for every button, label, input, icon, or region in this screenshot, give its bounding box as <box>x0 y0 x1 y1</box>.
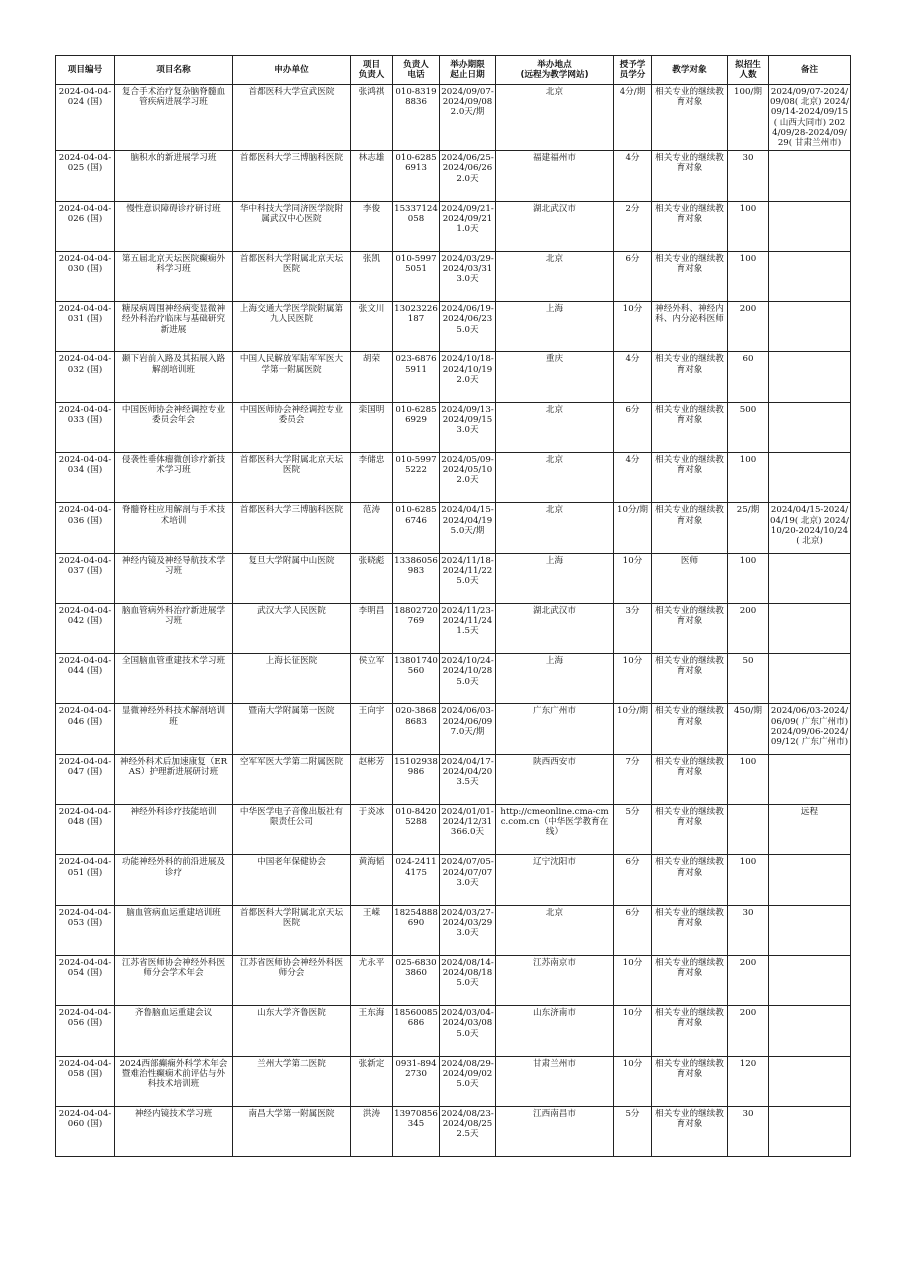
cell-id: 2024-04-04-024 (国) <box>56 85 115 151</box>
cell-name: 江苏省医师协会神经外科医师分会学术年会 <box>115 955 233 1005</box>
cell-note <box>769 905 851 955</box>
cell-dates: 2024/06/19-2024/06/23 5.0天 <box>440 302 496 352</box>
cell-phone: 13970856345 <box>393 1106 440 1156</box>
table-body <box>56 85 851 1157</box>
cell-dates: 2024/04/17-2024/04/20 3.5天 <box>440 754 496 804</box>
cell-credit: 10分/期 <box>614 503 652 553</box>
cell-place: 北京 <box>496 453 614 503</box>
cell-credit: 6分 <box>614 402 652 452</box>
cell-dates: 2024/07/05-2024/07/07 3.0天 <box>440 855 496 905</box>
cell-target: 相关专业的继续教育对象 <box>652 754 728 804</box>
cell-credit: 10分 <box>614 654 652 704</box>
table-row <box>56 1106 851 1156</box>
cell-note <box>769 251 851 301</box>
col-note-header: 备注 <box>769 56 851 85</box>
cell-leader: 张鸿祺 <box>351 85 393 151</box>
cell-note <box>769 302 851 352</box>
cell-credit: 10分/期 <box>614 704 652 754</box>
cell-phone: 18802720769 <box>393 603 440 653</box>
header-row <box>56 56 851 85</box>
cell-name: 神经内镜及神经导航技术学习班 <box>115 553 233 603</box>
cell-count: 100 <box>728 251 769 301</box>
table-row <box>56 1056 851 1106</box>
cell-note <box>769 151 851 201</box>
cell-leader: 尤永平 <box>351 955 393 1005</box>
cell-name: 慢性意识障碍诊疗研讨班 <box>115 201 233 251</box>
cell-target: 相关专业的继续教育对象 <box>652 704 728 754</box>
table-row <box>56 352 851 402</box>
cell-count: 30 <box>728 905 769 955</box>
cell-count: 200 <box>728 1006 769 1056</box>
cell-dates: 2024/03/27-2024/03/29 3.0天 <box>440 905 496 955</box>
col-leader-header: 项目 负责人 <box>351 56 393 85</box>
cell-note <box>769 654 851 704</box>
cell-org: 上海交通大学医学院附属第九人民医院 <box>233 302 351 352</box>
cell-name: 全国脑血管重建技术学习班 <box>115 654 233 704</box>
project-table <box>55 55 851 1157</box>
cell-credit: 7分 <box>614 754 652 804</box>
cell-id: 2024-04-04-046 (国) <box>56 704 115 754</box>
cell-phone: 0931-8942730 <box>393 1056 440 1106</box>
cell-note <box>769 1006 851 1056</box>
cell-count: 200 <box>728 955 769 1005</box>
cell-id: 2024-04-04-053 (国) <box>56 905 115 955</box>
cell-org: 南昌大学第一附属医院 <box>233 1106 351 1156</box>
table-row <box>56 905 851 955</box>
cell-id: 2024-04-04-042 (国) <box>56 603 115 653</box>
col-phone-header: 负责人 电话 <box>393 56 440 85</box>
cell-target: 相关专业的继续教育对象 <box>652 654 728 704</box>
cell-id: 2024-04-04-058 (国) <box>56 1056 115 1106</box>
cell-leader: 黄海韬 <box>351 855 393 905</box>
cell-id: 2024-04-04-037 (国) <box>56 553 115 603</box>
cell-org: 暨南大学附属第一医院 <box>233 704 351 754</box>
cell-note <box>769 1106 851 1156</box>
cell-credit: 4分 <box>614 453 652 503</box>
cell-name: 脑血管病血运重建培训班 <box>115 905 233 955</box>
cell-id: 2024-04-04-034 (国) <box>56 453 115 503</box>
cell-name: 复合手术治疗复杂脑脊髓血管疾病进展学习班 <box>115 85 233 151</box>
cell-phone: 15337124058 <box>393 201 440 251</box>
cell-id: 2024-04-04-025 (国) <box>56 151 115 201</box>
col-id-header: 项目编号 <box>56 56 115 85</box>
cell-place: 北京 <box>496 251 614 301</box>
cell-dates: 2024/11/23-2024/11/24 1.5天 <box>440 603 496 653</box>
cell-place: 湖北武汉市 <box>496 201 614 251</box>
cell-name: 第五届北京天坛医院癫痫外科学习班 <box>115 251 233 301</box>
cell-credit: 10分 <box>614 1056 652 1106</box>
cell-leader: 胡荣 <box>351 352 393 402</box>
cell-count: 120 <box>728 1056 769 1106</box>
table-row <box>56 453 851 503</box>
cell-phone: 15102938986 <box>393 754 440 804</box>
cell-leader: 王向宇 <box>351 704 393 754</box>
cell-place: 福建福州市 <box>496 151 614 201</box>
cell-note <box>769 955 851 1005</box>
table-row <box>56 151 851 201</box>
cell-place: 广东广州市 <box>496 704 614 754</box>
cell-target: 相关专业的继续教育对象 <box>652 151 728 201</box>
cell-target: 相关专业的继续教育对象 <box>652 855 728 905</box>
cell-leader: 范涛 <box>351 503 393 553</box>
cell-name: 颞下岩前入路及其拓展入路解剖培训班 <box>115 352 233 402</box>
cell-dates: 2024/05/09-2024/05/10 2.0天 <box>440 453 496 503</box>
col-name-header: 项目名称 <box>115 56 233 85</box>
cell-name: 脑血管病外科治疗新进展学习班 <box>115 603 233 653</box>
cell-phone: 010-59975051 <box>393 251 440 301</box>
cell-phone: 010-62856913 <box>393 151 440 201</box>
cell-note <box>769 754 851 804</box>
cell-credit: 6分 <box>614 905 652 955</box>
cell-dates: 2024/09/07-2024/09/08 2.0天/期 <box>440 85 496 151</box>
cell-credit: 10分 <box>614 1006 652 1056</box>
cell-name: 脊髓脊柱应用解剖与手术技术培训 <box>115 503 233 553</box>
cell-org: 首都医科大学附属北京天坛医院 <box>233 905 351 955</box>
cell-leader: 栾国明 <box>351 402 393 452</box>
cell-count: 450/期 <box>728 704 769 754</box>
cell-phone: 010-62856929 <box>393 402 440 452</box>
cell-target: 相关专业的继续教育对象 <box>652 1006 728 1056</box>
cell-place: 北京 <box>496 905 614 955</box>
col-target-header: 教学对象 <box>652 56 728 85</box>
cell-target: 相关专业的继续教育对象 <box>652 85 728 151</box>
cell-note <box>769 1056 851 1106</box>
cell-leader: 张晓彪 <box>351 553 393 603</box>
cell-id: 2024-04-04-030 (国) <box>56 251 115 301</box>
cell-org: 复旦大学附属中山医院 <box>233 553 351 603</box>
table-row <box>56 805 851 855</box>
cell-credit: 10分 <box>614 302 652 352</box>
cell-place: 湖北武汉市 <box>496 603 614 653</box>
table-header <box>56 56 851 85</box>
table-row <box>56 704 851 754</box>
cell-org: 中国人民解放军陆军军医大学第一附属医院 <box>233 352 351 402</box>
cell-leader: 洪涛 <box>351 1106 393 1156</box>
cell-count: 100 <box>728 855 769 905</box>
cell-id: 2024-04-04-056 (国) <box>56 1006 115 1056</box>
cell-count <box>728 805 769 855</box>
cell-dates: 2024/09/13-2024/09/15 3.0天 <box>440 402 496 452</box>
cell-name: 侵袭性垂体瘤微创诊疗新技术学习班 <box>115 453 233 503</box>
cell-id: 2024-04-04-060 (国) <box>56 1106 115 1156</box>
cell-note: 远程 <box>769 805 851 855</box>
cell-place: 甘肃兰州市 <box>496 1056 614 1106</box>
cell-credit: 4分/期 <box>614 85 652 151</box>
cell-place: http://cmeonline.cma-cmc.com.cn（中华医学教育在线） <box>496 805 614 855</box>
cell-count: 50 <box>728 654 769 704</box>
cell-leader: 王东海 <box>351 1006 393 1056</box>
cell-id: 2024-04-04-031 (国) <box>56 302 115 352</box>
cell-credit: 4分 <box>614 151 652 201</box>
cell-note <box>769 855 851 905</box>
table-row <box>56 1006 851 1056</box>
cell-phone: 010-84205288 <box>393 805 440 855</box>
cell-phone: 13801740560 <box>393 654 440 704</box>
cell-name: 神经内镜技术学习班 <box>115 1106 233 1156</box>
table-row <box>56 503 851 553</box>
cell-id: 2024-04-04-047 (国) <box>56 754 115 804</box>
cell-name: 2024西部癫痫外科学术年会暨难治性癫痫术前评估与外科技术培训班 <box>115 1056 233 1106</box>
cell-credit: 6分 <box>614 855 652 905</box>
cell-credit: 4分 <box>614 352 652 402</box>
cell-place: 辽宁沈阳市 <box>496 855 614 905</box>
cell-target: 相关专业的继续教育对象 <box>652 905 728 955</box>
cell-target: 相关专业的继续教育对象 <box>652 352 728 402</box>
cell-id: 2024-04-04-051 (国) <box>56 855 115 905</box>
cell-leader: 赵彬芳 <box>351 754 393 804</box>
col-credit-header: 授予学 员学分 <box>614 56 652 85</box>
cell-org: 首都医科大学附属北京天坛医院 <box>233 453 351 503</box>
cell-org: 华中科技大学同济医学院附属武汉中心医院 <box>233 201 351 251</box>
cell-org: 上海长征医院 <box>233 654 351 704</box>
cell-id: 2024-04-04-044 (国) <box>56 654 115 704</box>
cell-target: 相关专业的继续教育对象 <box>652 201 728 251</box>
cell-dates: 2024/04/15-2024/04/19 5.0天/期 <box>440 503 496 553</box>
cell-count: 100/期 <box>728 85 769 151</box>
cell-place: 北京 <box>496 85 614 151</box>
cell-place: 上海 <box>496 654 614 704</box>
cell-note <box>769 201 851 251</box>
cell-phone: 023-68765911 <box>393 352 440 402</box>
cell-place: 北京 <box>496 402 614 452</box>
cell-org: 中国医师协会神经调控专业委员会 <box>233 402 351 452</box>
col-place-header: 举办地点 (远程为教学网站) <box>496 56 614 85</box>
cell-note <box>769 453 851 503</box>
cell-note: 2024/09/07-2024/09/08( 北京) 2024/09/14-2024/09/15( 山西大同市) 2024/09/28-2024/09/29( 甘肃兰州市) <box>769 85 851 151</box>
cell-org: 空军军医大学第二附属医院 <box>233 754 351 804</box>
cell-org: 首都医科大学三博脑科医院 <box>233 503 351 553</box>
cell-phone: 020-38688683 <box>393 704 440 754</box>
table-row <box>56 754 851 804</box>
cell-org: 山东大学齐鲁医院 <box>233 1006 351 1056</box>
cell-name: 神经外科诊疗技能培训 <box>115 805 233 855</box>
cell-dates: 2024/10/18-2024/10/19 2.0天 <box>440 352 496 402</box>
cell-phone: 010-83198836 <box>393 85 440 151</box>
cell-id: 2024-04-04-054 (国) <box>56 955 115 1005</box>
cell-count: 100 <box>728 453 769 503</box>
cell-leader: 王嵘 <box>351 905 393 955</box>
cell-leader: 侯立军 <box>351 654 393 704</box>
cell-count: 100 <box>728 553 769 603</box>
cell-leader: 张新定 <box>351 1056 393 1106</box>
table-row <box>56 302 851 352</box>
cell-place: 江西南昌市 <box>496 1106 614 1156</box>
cell-phone: 025-68303860 <box>393 955 440 1005</box>
cell-org: 首都医科大学附属北京天坛医院 <box>233 251 351 301</box>
cell-count: 60 <box>728 352 769 402</box>
cell-org: 首都医科大学三博脑科医院 <box>233 151 351 201</box>
cell-name: 脑积水的新进展学习班 <box>115 151 233 201</box>
cell-target: 相关专业的继续教育对象 <box>652 1106 728 1156</box>
cell-leader: 李俊 <box>351 201 393 251</box>
cell-place: 上海 <box>496 553 614 603</box>
cell-dates: 2024/10/24-2024/10/28 5.0天 <box>440 654 496 704</box>
cell-leader: 于炎冰 <box>351 805 393 855</box>
cell-target: 相关专业的继续教育对象 <box>652 805 728 855</box>
table-row <box>56 603 851 653</box>
cell-phone: 13023226187 <box>393 302 440 352</box>
cell-count: 200 <box>728 603 769 653</box>
cell-org: 中国老年保健协会 <box>233 855 351 905</box>
cell-phone: 010-62856746 <box>393 503 440 553</box>
cell-id: 2024-04-04-032 (国) <box>56 352 115 402</box>
cell-credit: 5分 <box>614 1106 652 1156</box>
cell-target: 相关专业的继续教育对象 <box>652 251 728 301</box>
cell-count: 200 <box>728 302 769 352</box>
cell-credit: 6分 <box>614 251 652 301</box>
cell-leader: 李明昌 <box>351 603 393 653</box>
table-row <box>56 251 851 301</box>
cell-count: 30 <box>728 1106 769 1156</box>
cell-target: 相关专业的继续教育对象 <box>652 503 728 553</box>
cell-dates: 2024/09/21-2024/09/21 1.0天 <box>440 201 496 251</box>
cell-target: 相关专业的继续教育对象 <box>652 402 728 452</box>
cell-dates: 2024/03/04-2024/03/08 5.0天 <box>440 1006 496 1056</box>
col-count-header: 拟招生 人数 <box>728 56 769 85</box>
cell-phone: 18560085686 <box>393 1006 440 1056</box>
cell-credit: 5分 <box>614 805 652 855</box>
cell-place: 江苏南京市 <box>496 955 614 1005</box>
cell-phone: 18254888690 <box>393 905 440 955</box>
cell-leader: 张文川 <box>351 302 393 352</box>
cell-dates: 2024/03/29-2024/03/31 3.0天 <box>440 251 496 301</box>
cell-note <box>769 402 851 452</box>
cell-dates: 2024/08/14-2024/08/18 5.0天 <box>440 955 496 1005</box>
cell-dates: 2024/11/18-2024/11/22 5.0天 <box>440 553 496 603</box>
cell-name: 显微神经外科技术解剖培训班 <box>115 704 233 754</box>
cell-name: 中国医师协会神经调控专业委员会年会 <box>115 402 233 452</box>
cell-dates: 2024/01/01-2024/12/31 366.0天 <box>440 805 496 855</box>
table-row <box>56 402 851 452</box>
cell-org: 中华医学电子音像出版社有限责任公司 <box>233 805 351 855</box>
cell-id: 2024-04-04-033 (国) <box>56 402 115 452</box>
cell-note <box>769 352 851 402</box>
cell-target: 神经外科、神经内科、内分泌科医师 <box>652 302 728 352</box>
table-row <box>56 85 851 151</box>
cell-leader: 林志雄 <box>351 151 393 201</box>
cell-target: 医师 <box>652 553 728 603</box>
cell-note: 2024/04/15-2024/04/19( 北京) 2024/10/20-2024/10/24( 北京) <box>769 503 851 553</box>
col-dates-header: 举办期限 起止日期 <box>440 56 496 85</box>
cell-phone: 13386056983 <box>393 553 440 603</box>
cell-dates: 2024/08/23-2024/08/25 2.5天 <box>440 1106 496 1156</box>
cell-count: 30 <box>728 151 769 201</box>
cell-phone: 024-24114175 <box>393 855 440 905</box>
cell-org: 兰州大学第二医院 <box>233 1056 351 1106</box>
cell-place: 陕西西安市 <box>496 754 614 804</box>
table-row <box>56 654 851 704</box>
cell-target: 相关专业的继续教育对象 <box>652 955 728 1005</box>
cell-leader: 张凯 <box>351 251 393 301</box>
cell-count: 100 <box>728 754 769 804</box>
cell-credit: 10分 <box>614 553 652 603</box>
cell-credit: 3分 <box>614 603 652 653</box>
cell-dates: 2024/06/25-2024/06/26 2.0天 <box>440 151 496 201</box>
cell-credit: 2分 <box>614 201 652 251</box>
cell-target: 相关专业的继续教育对象 <box>652 453 728 503</box>
cell-target: 相关专业的继续教育对象 <box>652 603 728 653</box>
cell-credit: 10分 <box>614 955 652 1005</box>
cell-name: 功能神经外科的前沿进展及诊疗 <box>115 855 233 905</box>
cell-phone: 010-59975222 <box>393 453 440 503</box>
cell-place: 山东济南市 <box>496 1006 614 1056</box>
cell-id: 2024-04-04-036 (国) <box>56 503 115 553</box>
col-org-header: 申办单位 <box>233 56 351 85</box>
cell-target: 相关专业的继续教育对象 <box>652 1056 728 1106</box>
cell-name: 糖尿病周围神经病变显微神经外科治疗临床与基础研究新进展 <box>115 302 233 352</box>
cell-place: 上海 <box>496 302 614 352</box>
cell-count: 500 <box>728 402 769 452</box>
cell-id: 2024-04-04-026 (国) <box>56 201 115 251</box>
cell-name: 神经外科术后加速康复（ERAS）护理新进展研讨班 <box>115 754 233 804</box>
cell-place: 北京 <box>496 503 614 553</box>
table-row <box>56 855 851 905</box>
cell-org: 首都医科大学宣武医院 <box>233 85 351 151</box>
cell-dates: 2024/08/29-2024/09/02 5.0天 <box>440 1056 496 1106</box>
cell-count: 100 <box>728 201 769 251</box>
cell-org: 武汉大学人民医院 <box>233 603 351 653</box>
cell-note <box>769 603 851 653</box>
cell-count: 25/期 <box>728 503 769 553</box>
table-row <box>56 201 851 251</box>
cell-org: 江苏省医师协会神经外科医师分会 <box>233 955 351 1005</box>
cell-place: 重庆 <box>496 352 614 402</box>
cell-name: 齐鲁脑血运重建会议 <box>115 1006 233 1056</box>
cell-note: 2024/06/03-2024/06/09( 广东广州市) 2024/09/06-2024/09/12( 广东广州市) <box>769 704 851 754</box>
cell-note <box>769 553 851 603</box>
cell-id: 2024-04-04-048 (国) <box>56 805 115 855</box>
table-row <box>56 553 851 603</box>
cell-leader: 李储忠 <box>351 453 393 503</box>
cell-dates: 2024/06/03-2024/06/09 7.0天/期 <box>440 704 496 754</box>
table-row <box>56 955 851 1005</box>
